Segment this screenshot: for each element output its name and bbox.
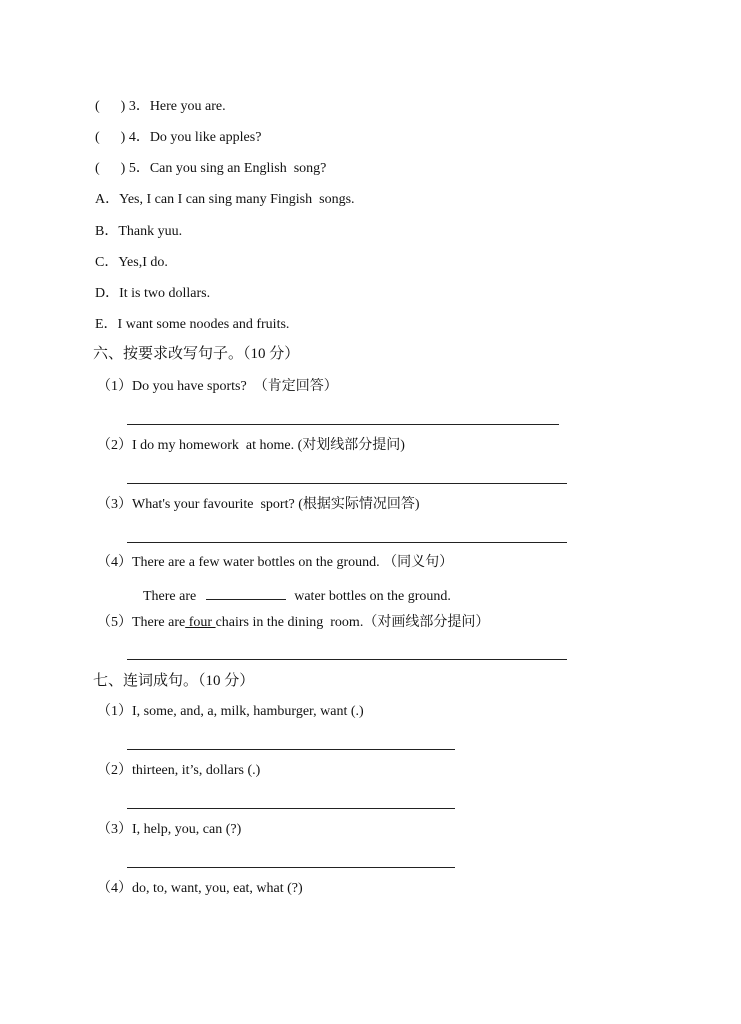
option-d: D．It is two dollars.	[95, 286, 211, 301]
section-6-question-3: （3）What's your favourite sport? (根据实际情况回答)	[97, 497, 420, 512]
section-7-question-2: （2）thirteen, it’s, dollars (.)	[97, 763, 261, 778]
q5-prefix: （5）There are	[97, 615, 186, 630]
section-7-title: 七、连词成句。（10 分）	[93, 673, 255, 689]
question-3: ( ) 3．Here you are.	[95, 99, 226, 114]
q5-suffix: chairs in the dining room.（对画线部分提问）	[215, 615, 490, 630]
answer-line-7-2[interactable]	[127, 808, 455, 809]
section-7-question-4: （4）do, to, want, you, eat, what (?)	[97, 881, 303, 896]
answer-line-7-1[interactable]	[127, 749, 455, 750]
fill-blank[interactable]	[206, 585, 286, 600]
section-7-question-3: （3）I, help, you, can (?)	[97, 822, 242, 837]
answer-line-6-3[interactable]	[127, 542, 567, 543]
section-6-question-5	[97, 614, 489, 632]
section-6-question-4-rewrite	[143, 585, 451, 606]
section-6-question-1: （1）Do you have sports? （肯定回答）	[97, 379, 338, 394]
answer-line-6-1[interactable]	[127, 424, 559, 425]
rewrite-prefix: There are	[143, 589, 197, 604]
underlined-word: four	[185, 615, 216, 630]
section-7-question-1: （1）I, some, and, a, milk, hamburger, want (.)	[97, 704, 364, 719]
question-4: ( ) 4．Do you like apples?	[95, 130, 262, 145]
answer-line-6-5[interactable]	[127, 659, 567, 660]
question-5: ( ) 5．Can you sing an English song?	[95, 161, 327, 176]
section-6-question-2: （2）I do my homework at home. (对划线部分提问)	[97, 438, 405, 453]
section-6-question-4: （4）There are a few water bottles on the ground. （同义句）	[97, 555, 454, 570]
option-c: C．Yes,I do.	[95, 255, 168, 270]
section-6-title: 六、按要求改写句子。（10 分）	[93, 346, 300, 362]
answer-line-7-3[interactable]	[127, 867, 455, 868]
option-b: B．Thank yuu.	[95, 224, 183, 239]
option-e: E．I want some noodes and fruits.	[95, 317, 290, 332]
answer-line-6-2[interactable]	[127, 483, 567, 484]
rewrite-suffix: water bottles on the ground.	[294, 589, 451, 604]
option-a: A．Yes, I can I can sing many Fingish songs.	[95, 192, 355, 207]
